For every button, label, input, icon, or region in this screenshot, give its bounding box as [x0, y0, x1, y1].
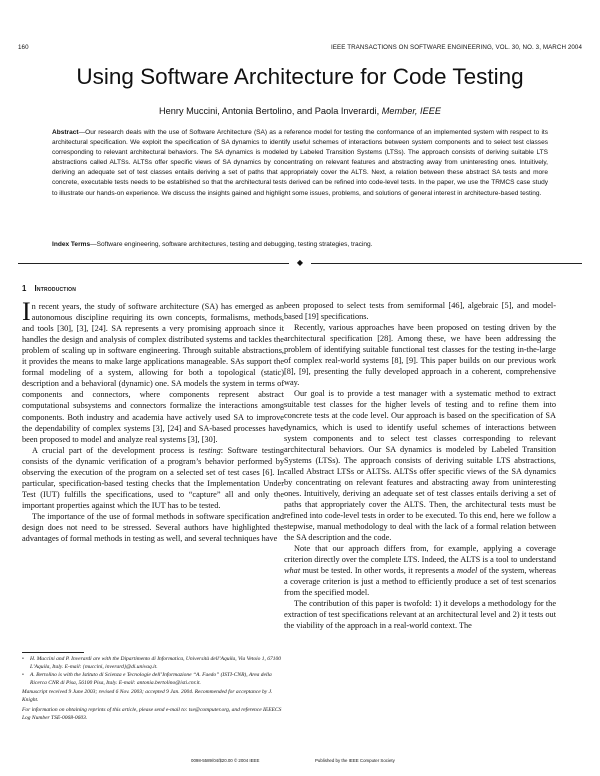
- diamond-icon: ◆: [296, 258, 304, 267]
- paragraph-text: n recent years, the study of software architecture (SA) has emerged as an autonomous discipline requiring its own concepts, formalisms, methods, and tools [30], [3], [24]. SA represents a very promising approach since it handles the design and analysis of complex distributed systems and tackles the problem of scaling up in software engineering. Through suitable abstractions, it provides the means to make large applications manageable. SAs support the formal modeling of a system, allowing for both a topological (static) description and a behavioral (dynamic) one. SA models the system in terms of components and connectors, where components represent abstract computational subsystems and connectors formalize the interactions among components. Both industry and academia have actively used SA to improve the dependability of complex systems [3], [24] and SA-based processes have been proposed to model and analyze real systems [3], [30].: [22, 302, 284, 444]
- column-right: [284, 300, 556, 631]
- footnote-text: H. Muccini and P. Inverardi are with the Dipartimento di Informatica, Università dell’Aquila, Via Vetoio 1, 67100 L’Aquila, Italy. E-mail: {muccini, inverard}@di.univaq.it.: [30, 656, 281, 671]
- issn-copyright: 0098-5589/04/$20.00 © 2004 IEEE: [191, 758, 260, 763]
- drop-cap: I: [22, 297, 31, 327]
- author-line: [0, 106, 600, 116]
- footnote-received: Manuscript received 9 June 2003; revised 6 Nov. 2003; accepted 9 Jan. 2004. Recommended for acceptance by J. Knight.: [22, 689, 273, 704]
- paragraph-text: The contribution of this paper is twofold: 1) it develops a methodology for the extraction of test specifications relevant at an architectural level and 2) it tests out the viability of the approach in a real-world context. The: [284, 599, 556, 631]
- divider-line-left: [18, 263, 289, 264]
- page-number: 160: [18, 44, 29, 51]
- paragraph: [284, 322, 556, 388]
- author-membership: Member, IEEE: [381, 106, 441, 116]
- divider-line-right: [311, 263, 582, 264]
- bullet-icon: •: [22, 672, 24, 679]
- emphasis: model: [457, 566, 478, 576]
- paragraph-text: The importance of the use of formal methods in software specification and design does not need to be stressed. Several authors have highlighted the advantages of formal methods in testing as well, and several techniques have: [22, 511, 284, 544]
- section-divider: [18, 259, 582, 267]
- footnote-reprints: For information on obtaining reprints of this article, please send e-mail to: tse@computer.org, and reference IEEECS Log Number TSE-0068-0603.: [22, 706, 282, 721]
- abstract-text: —Our research deals with the use of Software Architecture (SA) as a reference model for testing the conformance of an implemented system with respect to its architectural specification. We exploit the specification of SA dynamics to identify useful schemes of interactions between system components and to select test classes corresponding to relevant architectural behaviors. The SA dynamics is modeled by Labeled Transition Systems (LTSs). The approach consists of deriving suitable LTS abstractions called ALTSs. ALTSs offer specific views of SA dynamics by concentrating on relevant features and abstracting away from uninteresting ones. Intuitively, deriving an adequate set of test classes entails deriving a set of paths that appropriately cover the ALTS. Next, a relation between these abstract SA tests and more concrete, executable tests needs to be established so that the architectural tests derived can be refined into code-level tests. In the paper, we use the TRMCS case study to illustrate our hands-on experience. We discuss the insights gained and highlight some issues, problems, and solutions of general interest in architecture-based testing.: [52, 129, 548, 197]
- footnote-text: A. Bertolino is with the Istituto di Scienza e Tecnologie dell’Informazione “A. Faedo” (ISTI-CNR), Area della Ricerca CNR di Pisa, 56100 Pisa, Italy. E-mail: antonia.bertolino@isti.cnr.it.: [30, 672, 272, 687]
- footnote-affiliation: [22, 655, 284, 671]
- author-names: Henry Muccini, Antonia Bertolino, and Paola Inverardi,: [159, 106, 382, 116]
- paragraph: [284, 598, 556, 631]
- section-title: Introduction: [34, 284, 77, 293]
- index-terms: [52, 240, 548, 250]
- paragraph-text: Recently, various approaches have been proposed on testing driven by the architectural specification [28]. Among these, we have been addressing the problem of identifying suitable functional test classes for the testing in-the-large of complex real-world systems [8], [9]. This paper builds on our previous work [8], [9], presenting the fully developed approach in a coherent, comprehensive way.: [284, 323, 556, 388]
- paragraph-text: Our goal is to provide a test manager with a systematic method to extract suitable test classes for the higher levels of testing and to refine them into concrete tests at the code level. Our approach is based on the specification of SA dynamics, which is used to identify useful schemes of interactions between system components and to select test classes corresponding to relevant architectural behaviors. Our SA dynamics is modeled by Labeled Transition Systems (LTSs). The approach consists of deriving suitable LTS abstractions, called Abstract LTSs or ALTSs. ALTSs offer specific views of the SA dynamics by concentrating on relevant features and abstracting away from uninteresting ones. Intuitively, deriving an adequate set of test classes entails deriving a set of paths that appropriately cover the ALTS. Then, the architectural tests must be refined into code-level tests in order to be executed. To this end, here we follow a stepwise, manual methodology to deal with the lack of a formal relation between the SA description and the code.: [284, 389, 556, 542]
- emphasis: testing: [198, 445, 221, 455]
- index-terms-label: Index Terms: [52, 241, 91, 248]
- paper-title: Using Software Architecture for Code Testing: [76, 64, 524, 89]
- section-heading: [22, 283, 284, 294]
- paragraph-text: : Software testing consists of the dynamic verification of a program’s behavior performed by observing the execution of the program on a selected set of test cases [6]. In particular, specification-based testing checks that the Implementation Under Test (IUT) fulfills the specifications, used to “capture” all and only the important properties against which the IUT has to be tested.: [22, 445, 284, 510]
- index-terms-text: —Software engineering, software architectures, testing and debugging, testing strategies, tracing.: [90, 241, 373, 248]
- paragraph-text: of the system, whereas a coverage criterion is just a method to efficiently produce a set of test scenarios from the specified model.: [284, 566, 556, 598]
- column-left: [22, 283, 284, 544]
- paragraph-text: A crucial part of the development process is: [32, 445, 199, 455]
- bullet-icon: •: [22, 656, 24, 662]
- publisher-line: Published by the IEEE Computer Society: [315, 758, 395, 763]
- paragraph-text: Note that our approach differs from, for example, applying a coverage criterion directly over the complete LTS. Indeed, the ALTS is a tool to understand: [284, 544, 556, 565]
- paragraph: [284, 388, 556, 543]
- abstract: [52, 128, 548, 199]
- paragraph-text: been proposed to select tests from semiformal [46], algebraic [5], and model-based [19] specifications.: [284, 301, 556, 322]
- paragraph: [22, 511, 284, 544]
- footnotes: [22, 655, 284, 722]
- footnote-rule: [22, 652, 84, 653]
- paragraph: [22, 445, 284, 511]
- emphasis: what: [284, 566, 301, 576]
- paragraph: [284, 543, 556, 598]
- paragraph-text: must be tested. In other words, it represents a: [300, 566, 458, 576]
- abstract-label: Abstract: [52, 129, 79, 136]
- section-number: 1: [22, 284, 27, 293]
- footnote-affiliation: [22, 671, 284, 687]
- paragraph: [284, 300, 556, 322]
- paragraph: [22, 297, 284, 445]
- journal-header: IEEE TRANSACTIONS ON SOFTWARE ENGINEERING, VOL. 30, NO. 3, MARCH 2004: [330, 44, 582, 51]
